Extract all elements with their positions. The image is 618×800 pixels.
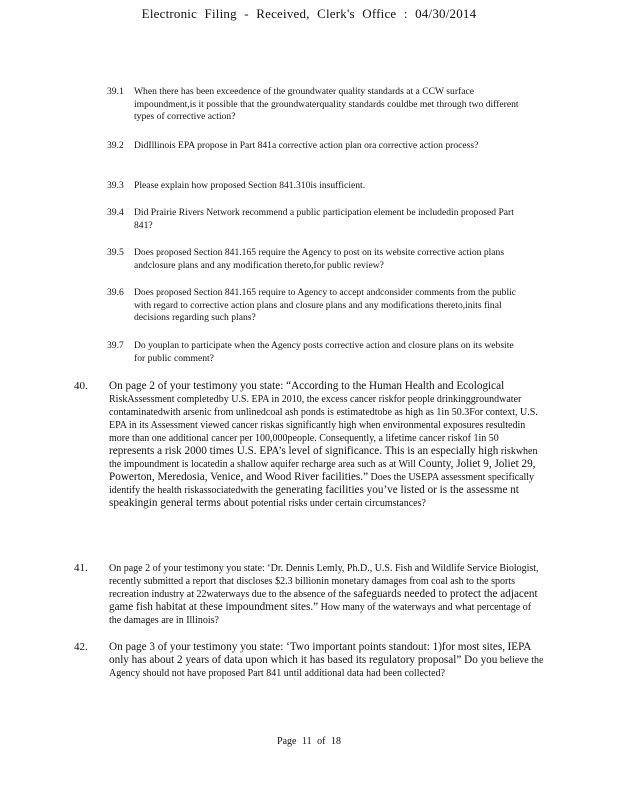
question-text: Do youplan to participate when the Agency posts corrective action and closure plans on its website for public comment?: [134, 340, 514, 364]
text-run: IEPA only has about 2 years of data upon which it has based its regulatory proposal” Do you: [109, 641, 531, 666]
question-text: DidIllinois EPA propose in Part 841a corrective action plan ora corrective action process?: [134, 140, 479, 151]
text-run: County, Joliet 9, Joliet 29, Powerton, Meredosia, Venice, and Wood River facilities.”: [109, 458, 536, 483]
question-number: 39.7: [107, 340, 124, 351]
question-42: [74, 641, 544, 680]
text-run: generating facilities you’ve listed or is the assessme nt speakingin general terms about: [109, 484, 519, 509]
question-40: [74, 380, 544, 510]
question-text: Does proposed Section 841.165 require to Agency to accept andconsider comments from the public with regard to corrective action plans and closure plans and any modifications thereto,inits final decisions regarding such plans?: [134, 287, 517, 323]
question-text: When there has been exceedence of the groundwater quality standards at a CCW surface impoundment,is it possible that the groundwaterquality standards couldbe met through two different types of corrective action?: [134, 86, 519, 122]
question-39-6: [107, 287, 527, 325]
question-number: 42.: [74, 641, 88, 653]
question-number: 39.2: [107, 140, 124, 151]
question-41: [74, 562, 544, 627]
question-text: Did Prairie Rivers Network recommend a public participation element be includedin proposed Part 841?: [134, 207, 514, 231]
question-text: [109, 641, 544, 680]
text-run: On page 2 of your testimony you state: ‘Dr. Dennis Lemly, Ph.D., U.S. Fish and Wildlife Service Biologist, recently submitted a report that discloses $2.3 billionin monetary damages from coal ash to the sports recreation industry at 22waterways due to the absence of the: [109, 563, 539, 600]
question-number: 39.1: [107, 86, 124, 97]
question-39-2: [107, 140, 527, 153]
question-39-1: [107, 86, 527, 124]
question-39-4: [107, 207, 527, 232]
question-number: 41.: [74, 562, 88, 574]
question-number: 39.4: [107, 207, 124, 218]
text-run: represents a risk 2000 times U.S. EPA’s level of significance. This is an especially high: [109, 445, 499, 457]
text-run: believe the Agency should not have proposed Part 841 until additional data had been collected?: [109, 655, 544, 679]
filing-header: Electronic Filing - Received, Clerk's Office : 04/30/2014: [141, 6, 477, 21]
question-number: 40.: [74, 380, 88, 392]
text-run: On page 2 of your testimony you state: “According to the Human Health and Ecological: [109, 380, 505, 392]
question-39-3: [107, 180, 527, 193]
question-number: 39.3: [107, 180, 124, 191]
text-run: potential risks under certain circumstances?: [251, 498, 426, 509]
text-run: On page 3 of your testimony you state: ‘Two important points standout: 1)for most sites,: [109, 641, 506, 653]
text-run: RiskAssessment completedby U.S. EPA in 2010, the excess cancer riskfor people drinkinggroundwater contaminatedwith arsenic from unlinedcoal ash ponds is estimatedtobe as high as 1in 50.3For context, U.S. EPA in its Assessment viewed cancer riskas significantly high when environmental exposures resultedin more than one additional cancer per 100,000people. Consequently, a lifetime cancer riskof 1in 50: [109, 394, 538, 444]
text-run: Does the USEPA assessment specifically identify the health riskassociatedwith the: [109, 472, 535, 496]
question-text: Please explain how proposed Section 841.310is insufficient.: [134, 180, 366, 191]
question-39-7: [107, 340, 527, 365]
question-39-5: [107, 247, 527, 272]
text-run: riskwhen the impoundment is locatedin a shallow aquifer recharge area such as at Will: [109, 446, 538, 470]
question-number: 39.6: [107, 287, 124, 298]
question-text: [109, 562, 544, 627]
text-run: How many of the waterways and what percentage of the damages are in Illinois?: [109, 602, 532, 626]
text-run: safeguards needed to protect the adjacent game fish habitat at these impoundment sites.”: [109, 588, 538, 613]
question-number: 39.5: [107, 247, 124, 258]
page-number: Page 11 of 18: [277, 736, 341, 747]
question-text: Does proposed Section 841.165 require the Agency to post on its website corrective action plans andclosure plans and any modification thereto,for public review?: [134, 247, 505, 271]
question-text: [109, 380, 544, 510]
